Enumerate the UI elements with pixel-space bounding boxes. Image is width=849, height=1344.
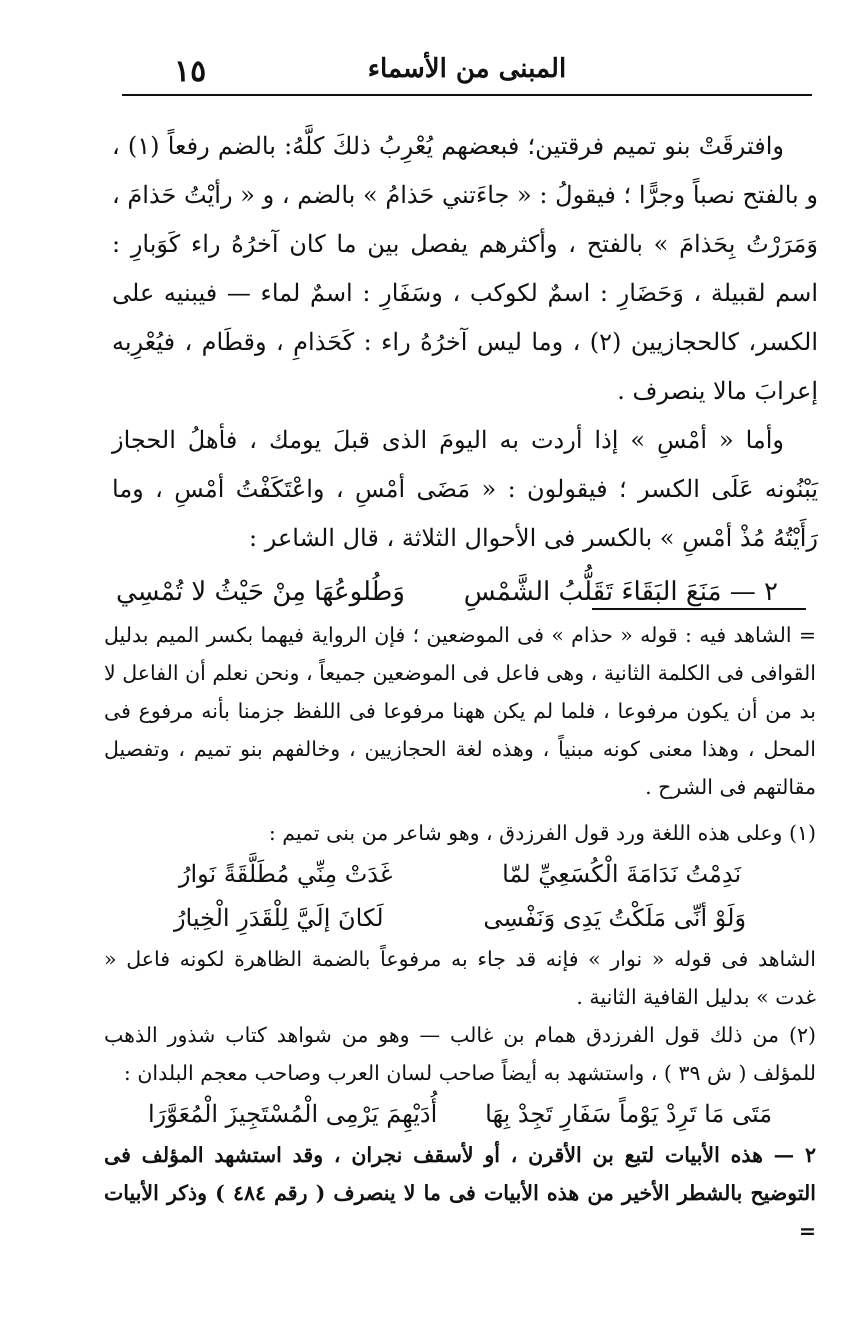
- verse-second-hemistich: وَطُلوعُهَا مِنْ حَيْثُ لا تُمْسِي: [116, 577, 405, 607]
- footnote-continuation: ٢ — هذه الأبيات لتبع بن الأقرن ، أو لأسقف نجران ، وقد استشهد المؤلف فى التوضيح بالشطر الأخير من هذه الأبيات فى ما لا ينصرف ( رقم ٤٨٤ ) وذكر الأبيات =: [104, 1143, 816, 1243]
- hemistich: لَكانَ إلَيَّ لِلْقَدَرِ الْخِيارُ: [173, 904, 384, 932]
- running-title: المبنى من الأسماء: [367, 54, 567, 84]
- hemistich: غَدَتْ مِنِّي مُطَلَّقَةً نَوارُ: [178, 860, 393, 888]
- main-text: [112, 122, 818, 621]
- page-number: ١٥: [174, 54, 207, 89]
- footnote-2-verse: [104, 1092, 816, 1136]
- paragraph-hadham: وافترقَتْ بنو تميم فرقتين؛ فبعضهم يُعْرِبُ ذلكَ كلَّهُ: بالضم رفعاً (١) ، و بالفتح نصباً وجرًّا ؛ فيقولُ : « جاءَتني حَذامُ » بالضم ، و « رأيْتُ حَذامَ ، وَمَرَرْتُ بِحَذامَ » بالفتح ، وأكثرهم يفصل بين ما كان آخرُهُ راء كَوَبارِ : اسم لقبيلة ، وَحَضَارِ : اسمٌ لكوكب ، وسَفَارِ : اسمٌ لماء — فيبنيه على الكسر، كالحجازيين (٢) ، وما ليس آخرُهُ راء : كَحَذامِ ، وقطَام ، فيُعْرِبه إعرابَ مالا ينصرف .: [112, 132, 818, 405]
- page-header: [122, 44, 812, 96]
- hemistich: وَلَوْ أنِّى مَلَكْتُ يَدِى وَنَفْسِى: [483, 904, 747, 932]
- hemistich: مَتَى مَا تَرِدْ يَوْماً سَفَارِ تَجِدْ بِهَا: [485, 1100, 773, 1128]
- footnote-1-note: الشاهد فى قوله « نوار » فإنه قد جاء به مرفوعاً بالضمة الظاهرة لكونه فاعل « غدت » بدليل القافية الثانية .: [104, 947, 816, 1009]
- footnote-1-verse-1: [104, 852, 816, 896]
- hemistich: نَدِمْتُ نَدَامَةَ الْكُسَعِيِّ لمّا: [502, 860, 742, 888]
- footnote-2-text: (٢) من ذلك قول الفرزدق همام بن غالب — وهو من شواهد كتاب شذور الذهب للمؤلف ( ش ٣٩ ) ، واستشهد به أيضاً صاحب لسان العرب وصاحب معجم البلدان :: [104, 1023, 816, 1085]
- footnote-shahid: = الشاهد فيه : قوله « حذام » فى الموضعين ؛ فإن الرواية فيهما بكسر الميم بدليل القوافى فى الكلمة الثانية ، وهى فاعل فى الموضعين جميعاً ، ونحن نعلم أن الفاعل لا بد من أن يكون مرفوعا ، فلما لم يكن ههنا مرفوعا فى اللفظ جزمنا بأنه مرفوع فى المحل ، وهذا معنى كونه مبنياً ، وهذه لغة الحجازيين ، وخالفهم بنو تميم ، وتفصيل مقالتهم فى الشرح .: [104, 623, 816, 799]
- footnote-1-intro: (١) وعلى هذه اللغة ورد قول الفرزدق ، وهو شاعر من بنى تميم :: [268, 821, 816, 845]
- verse-first-hemistich: ٢ — مَنَعَ البَقَاءَ تَقَلُّبُ الشَّمْسِ: [463, 577, 778, 607]
- footnote-divider: [592, 608, 806, 610]
- footnotes: [104, 616, 816, 1250]
- verse-line: [112, 563, 818, 621]
- hemistich: أُدَيْهِمَ يَرْمِى الْمُسْتَجِيزَ الْمُعَوَّرَا: [147, 1100, 438, 1128]
- footnote-1-verse-2: [104, 896, 816, 940]
- paragraph-ams: وأما « أمْسِ » إذا أردت به اليومَ الذى قبلَ يومك ، فأهلُ الحجاز يَبْنُونه عَلَى الكسر ؛ فيقولون : « مَضَى أمْسِ ، واعْتَكَفْتُ أمْسِ ، وما رَأَيْتُهُ مُذْ أمْسِ » بالكسر فى الأحوال الثلاثة ، قال الشاعر :: [112, 426, 818, 552]
